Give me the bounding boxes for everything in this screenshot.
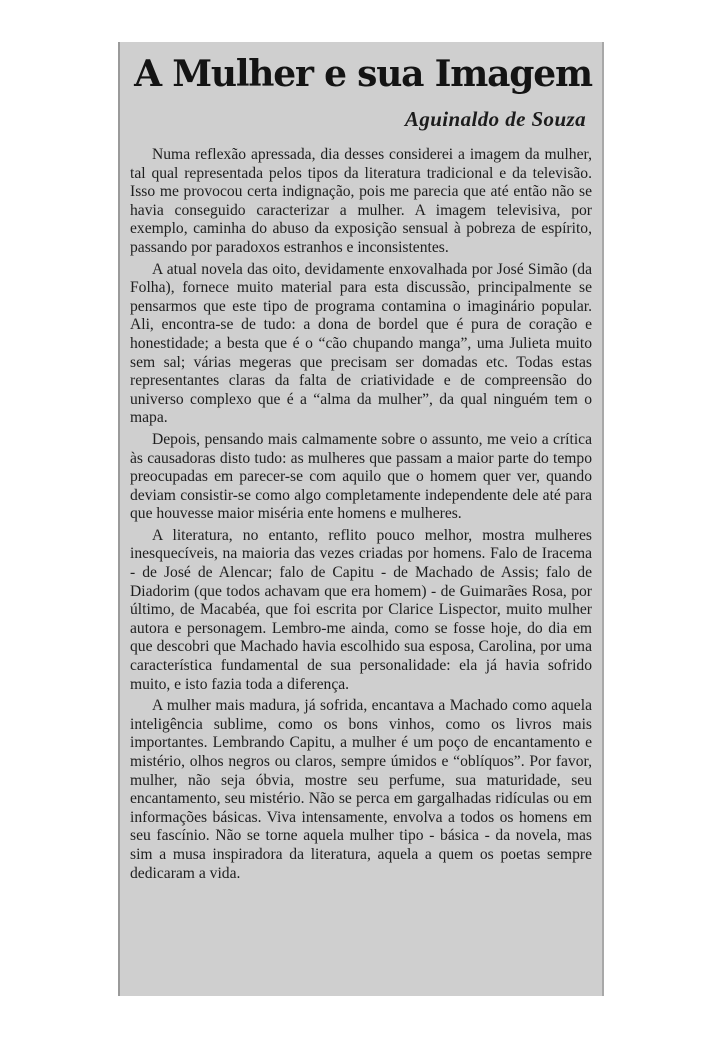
article-title: A Mulher e sua Imagem bbox=[134, 53, 592, 95]
article-paragraph: A atual novela das oito, devidamente enxovalhada por José Simão (da Folha), fornece muito material para esta discussão, principalmente se pensarmos que este tipo de programa contamina o imaginário popular. Ali, encontra-se de tudo: a dona de bordel que é pura de coração e honestidade; a besta que é o “cão chupando manga”, uma Julieta muito sem sal; várias megeras que precisam ser domadas etc. Todas estas representantes claras da falta de criatividade e de compreensão do universo complexo que é a “alma da mulher”, da qual ninguém tem o mapa. bbox=[130, 260, 592, 427]
article-body bbox=[130, 146, 592, 886]
article-paragraph: Depois, pensando mais calmamente sobre o assunto, me veio a crítica às causadoras disto tudo: as mulheres que passam a maior parte do tempo preocupadas em parecer-se com aquilo que o homem quer ver, quando deviam consistir-se como algo completamente independente dele até para que houvesse maior miséria ente homens e mulheres. bbox=[130, 430, 592, 523]
article-author: Aguinaldo de Souza bbox=[404, 107, 586, 131]
article-paragraph: Numa reflexão apressada, dia desses considerei a imagem da mulher, tal qual representada pelos tipos da literatura tradicional e da televisão. Isso me provocou certa indignação, pois me parecia que até então não se havia conseguido caracterizar a mulher. A imagem televisiva, por exemplo, caminha do abuso da exposição sensual à pobreza de espírito, passando por paradoxos estranhos e inconsistentes. bbox=[130, 146, 592, 256]
newspaper-clipping bbox=[118, 42, 604, 996]
article-paragraph: A mulher mais madura, já sofrida, encantava a Machado como aquela inteligência sublime, como os bons vinhos, como os livros mais importantes. Lembrando Capitu, a mulher é um poço de encantamento e mistério, olhos negros ou claros, sempre úmidos e “oblíquos”. Por favor, mulher, não seja óbvia, mostre seu perfume, sua maturidade, seu encantamento, seu mistério. Não se perca em gargalhadas ridículas ou em informações básicas. Viva intensamente, envolva a todos os homens em seu fascínio. Não se torne aquela mulher tipo - básica - da novela, mas sim a musa inspiradora da literatura, aquela a quem os poetas sempre dedicaram a vida. bbox=[130, 697, 592, 882]
article-paragraph: A literatura, no entanto, reflito pouco melhor, mostra mulheres inesquecíveis, na maioria das vezes criadas por homens. Falo de Iracema - de José de Alencar; falo de Capitu - de Machado de Assis; falo de Diadorim (que todos achavam que era homem) - de Guimarães Rosa, por último, de Macabéa, que foi escrita por Clarice Lispector, muito mulher autora e personagem. Lembro-me ainda, como se fosse hoje, do dia em que descobri que Machado havia escolhido sua esposa, Carolina, por uma característica fundamental de sua personalidade: ela já havia sofrido muito, e isto fazia toda a diferença. bbox=[130, 526, 592, 693]
